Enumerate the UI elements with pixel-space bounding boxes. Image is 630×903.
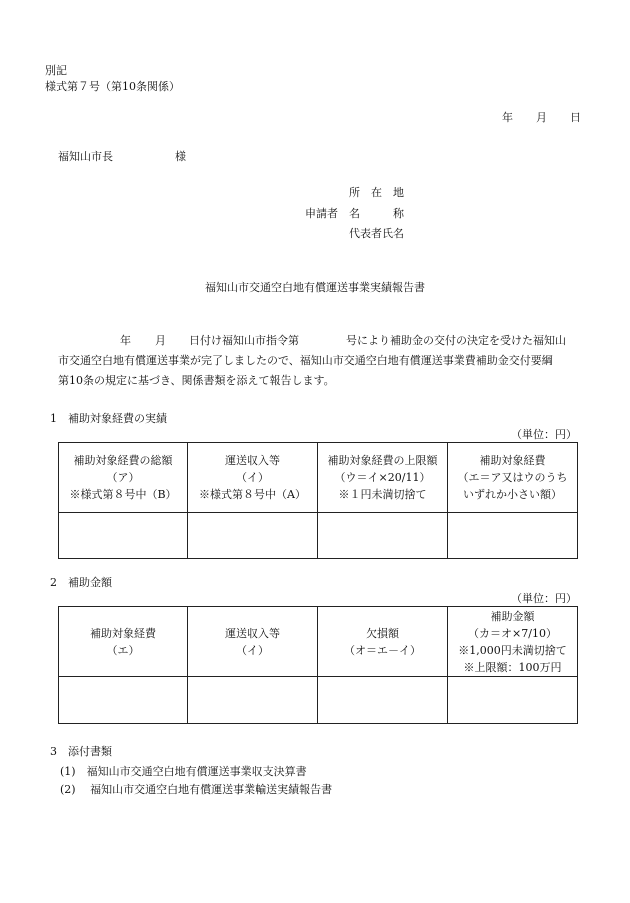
attachment-item: (1) 福知山市交通空白地有償運送事業収支決算書	[60, 765, 307, 778]
header-deficit: 欠損額 （オ＝エ－イ）	[318, 607, 448, 677]
applicant-name-label: 名 称	[349, 207, 404, 220]
body-line2: 市交通空白地有償運送事業が完了しましたので、福知山市交通空白地有償運送事業費補助金交付要綱	[58, 354, 553, 367]
document-title: 福知山市交通空白地有償運送事業実績報告書	[205, 281, 425, 294]
subsidy-value-row	[59, 677, 578, 724]
applicant-label: 申請者	[305, 207, 338, 220]
applicant-address-label: 所 在 地	[349, 186, 404, 199]
body-line1-rest: 号により補助金の交付の決定を受けた福知山	[346, 334, 566, 347]
value-subsidy-transport-income[interactable]	[188, 677, 318, 724]
value-eligible-expense[interactable]	[448, 513, 578, 559]
body-directive-prefix: 日付け福知山市指令第	[189, 334, 299, 347]
section3-heading: 3 添付書類	[50, 745, 112, 758]
body-year: 年	[120, 334, 131, 347]
date-year-label: 年	[502, 111, 513, 124]
header-expense-cap: 補助対象経費の上限額 （ウ＝イ×20/11） ※１円未満切捨て	[318, 443, 448, 513]
header-subsidy-transport-income: 運送収入等 （イ）	[188, 607, 318, 677]
section2-heading: 2 補助金額	[50, 576, 112, 589]
header-total-expense: 補助対象経費の総額 （ア） ※様式第８号中（B）	[59, 443, 188, 513]
header-subsidy-eligible-expense: 補助対象経費 （エ）	[59, 607, 188, 677]
addressee-honorific: 様	[175, 150, 186, 163]
actual-expense-value-row	[59, 513, 578, 559]
header-transport-income: 運送収入等 （イ） ※様式第８号中（A）	[188, 443, 318, 513]
section2-unit: （単位：円）	[511, 592, 577, 605]
value-subsidy-amount[interactable]	[448, 677, 578, 724]
subsidy-amount-table	[58, 606, 578, 724]
value-deficit[interactable]	[318, 677, 448, 724]
value-total-expense[interactable]	[59, 513, 188, 559]
attachment-item: (2) 福知山市交通空白地有償運送事業輸送実績報告書	[60, 783, 333, 796]
value-expense-cap[interactable]	[318, 513, 448, 559]
section1-heading: 1 補助対象経費の実績	[50, 412, 167, 425]
form-number: 様式第７号（第10条関係）	[45, 80, 180, 93]
applicant-rep-label: 代表者氏名	[349, 227, 404, 240]
body-line3: 第10条の規定に基づき、関係書類を添えて報告します。	[58, 374, 335, 387]
subsidy-header-row	[59, 607, 578, 677]
value-transport-income[interactable]	[188, 513, 318, 559]
addressee-name: 福知山市長	[58, 150, 113, 163]
header-eligible-expense: 補助対象経費 （エ＝ア又はウのうち いずれか小さい額）	[448, 443, 578, 513]
header-subsidy-amount: 補助金額 （カ＝オ×7/10） ※1,000円未満切捨て ※上限額：100万円	[448, 607, 578, 677]
date-day-label: 日	[570, 111, 581, 124]
section1-unit: （単位：円）	[511, 428, 577, 441]
value-subsidy-eligible-expense[interactable]	[59, 677, 188, 724]
actual-expense-header-row	[59, 443, 578, 513]
body-month: 月	[155, 334, 166, 347]
actual-expense-table	[58, 442, 578, 559]
date-month-label: 月	[536, 111, 547, 124]
annex-label: 別記	[45, 64, 67, 77]
